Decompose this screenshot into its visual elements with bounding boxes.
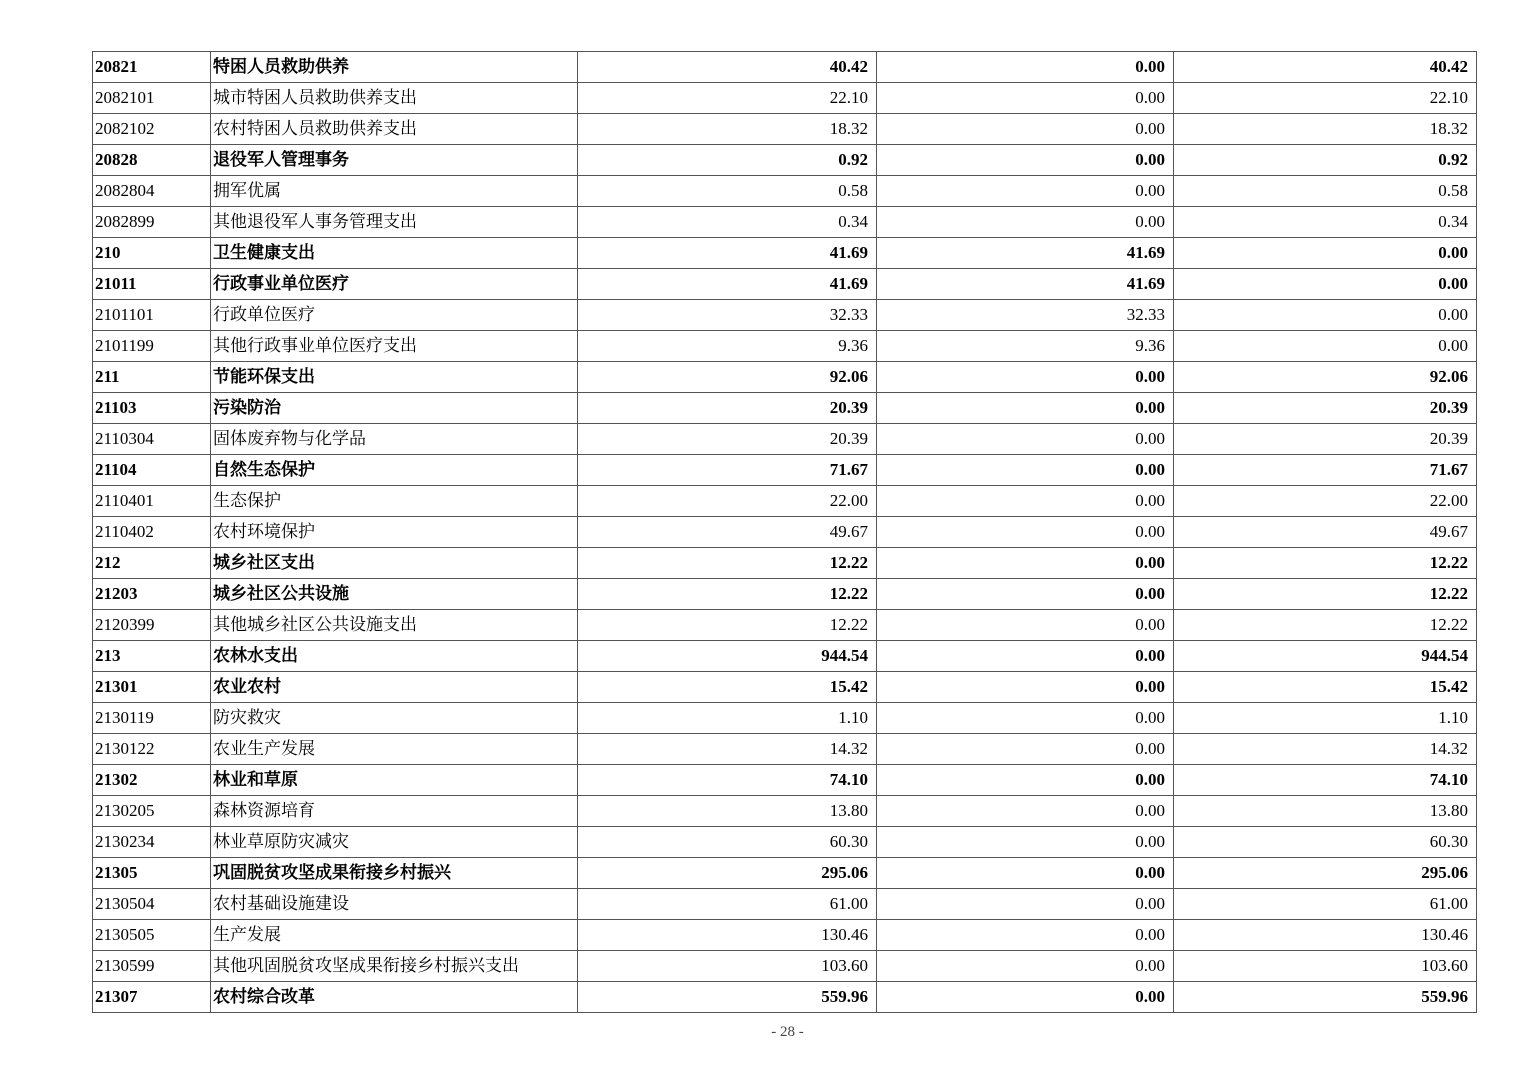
total-amount-cell: 22.10 — [578, 83, 877, 114]
table-row — [93, 641, 1477, 672]
total-amount-cell: 12.22 — [578, 548, 877, 579]
table-row — [93, 796, 1477, 827]
project-expenditure-cell: 40.42 — [1174, 52, 1477, 83]
basic-expenditure-cell: 0.00 — [877, 641, 1174, 672]
subject-code-cell: 212 — [93, 548, 211, 579]
basic-expenditure-cell: 0.00 — [877, 114, 1174, 145]
basic-expenditure-cell: 0.00 — [877, 424, 1174, 455]
subject-name-cell: 卫生健康支出 — [211, 238, 578, 269]
basic-expenditure-cell: 0.00 — [877, 393, 1174, 424]
total-amount-cell: 20.39 — [578, 424, 877, 455]
subject-name-cell: 生态保护 — [211, 486, 578, 517]
subject-code-cell: 21203 — [93, 579, 211, 610]
total-amount-cell: 60.30 — [578, 827, 877, 858]
project-expenditure-cell: 12.22 — [1174, 548, 1477, 579]
project-expenditure-cell: 22.10 — [1174, 83, 1477, 114]
subject-code-cell: 2082102 — [93, 114, 211, 145]
total-amount-cell: 1.10 — [578, 703, 877, 734]
subject-code-cell: 2130599 — [93, 951, 211, 982]
project-expenditure-cell: 20.39 — [1174, 424, 1477, 455]
table-row — [93, 486, 1477, 517]
total-amount-cell: 18.32 — [578, 114, 877, 145]
subject-code-cell: 211 — [93, 362, 211, 393]
subject-code-cell: 2130504 — [93, 889, 211, 920]
total-amount-cell: 40.42 — [578, 52, 877, 83]
subject-name-cell: 农村环境保护 — [211, 517, 578, 548]
project-expenditure-cell: 13.80 — [1174, 796, 1477, 827]
table-row — [93, 579, 1477, 610]
subject-name-cell: 城乡社区支出 — [211, 548, 578, 579]
project-expenditure-cell: 0.00 — [1174, 238, 1477, 269]
subject-name-cell: 城市特困人员救助供养支出 — [211, 83, 578, 114]
basic-expenditure-cell: 0.00 — [877, 548, 1174, 579]
subject-name-cell: 生产发展 — [211, 920, 578, 951]
subject-code-cell: 2130234 — [93, 827, 211, 858]
basic-expenditure-cell: 41.69 — [877, 238, 1174, 269]
table-row — [93, 734, 1477, 765]
total-amount-cell: 130.46 — [578, 920, 877, 951]
basic-expenditure-cell: 0.00 — [877, 889, 1174, 920]
total-amount-cell: 13.80 — [578, 796, 877, 827]
basic-expenditure-cell: 0.00 — [877, 455, 1174, 486]
basic-expenditure-cell: 0.00 — [877, 362, 1174, 393]
project-expenditure-cell: 944.54 — [1174, 641, 1477, 672]
total-amount-cell: 49.67 — [578, 517, 877, 548]
subject-name-cell: 农村特困人员救助供养支出 — [211, 114, 578, 145]
project-expenditure-cell: 20.39 — [1174, 393, 1477, 424]
project-expenditure-cell: 92.06 — [1174, 362, 1477, 393]
table-row — [93, 610, 1477, 641]
subject-code-cell: 20821 — [93, 52, 211, 83]
subject-name-cell: 农村基础设施建设 — [211, 889, 578, 920]
basic-expenditure-cell: 0.00 — [877, 579, 1174, 610]
table-row — [93, 362, 1477, 393]
total-amount-cell: 41.69 — [578, 238, 877, 269]
subject-code-cell: 213 — [93, 641, 211, 672]
basic-expenditure-cell: 0.00 — [877, 672, 1174, 703]
subject-name-cell: 农村综合改革 — [211, 982, 578, 1013]
subject-name-cell: 特困人员救助供养 — [211, 52, 578, 83]
subject-name-cell: 污染防治 — [211, 393, 578, 424]
subject-name-cell: 城乡社区公共设施 — [211, 579, 578, 610]
total-amount-cell: 92.06 — [578, 362, 877, 393]
subject-code-cell: 2082899 — [93, 207, 211, 238]
total-amount-cell: 9.36 — [578, 331, 877, 362]
subject-name-cell: 退役军人管理事务 — [211, 145, 578, 176]
total-amount-cell: 12.22 — [578, 579, 877, 610]
table-row — [93, 238, 1477, 269]
table-row — [93, 145, 1477, 176]
table-row — [93, 207, 1477, 238]
table-row — [93, 517, 1477, 548]
subject-code-cell: 21011 — [93, 269, 211, 300]
subject-name-cell: 节能环保支出 — [211, 362, 578, 393]
total-amount-cell: 15.42 — [578, 672, 877, 703]
subject-code-cell: 2130505 — [93, 920, 211, 951]
project-expenditure-cell: 1.10 — [1174, 703, 1477, 734]
project-expenditure-cell: 103.60 — [1174, 951, 1477, 982]
subject-code-cell: 2110401 — [93, 486, 211, 517]
page-number: - 28 - — [771, 1024, 804, 1040]
basic-expenditure-cell: 0.00 — [877, 176, 1174, 207]
subject-name-cell: 其他退役军人事务管理支出 — [211, 207, 578, 238]
subject-name-cell: 其他行政事业单位医疗支出 — [211, 331, 578, 362]
project-expenditure-cell: 0.92 — [1174, 145, 1477, 176]
basic-expenditure-cell: 0.00 — [877, 486, 1174, 517]
subject-name-cell: 巩固脱贫攻坚成果衔接乡村振兴 — [211, 858, 578, 889]
table-row — [93, 827, 1477, 858]
table-row — [93, 83, 1477, 114]
project-expenditure-cell: 295.06 — [1174, 858, 1477, 889]
subject-name-cell: 林业和草原 — [211, 765, 578, 796]
project-expenditure-cell: 60.30 — [1174, 827, 1477, 858]
total-amount-cell: 0.58 — [578, 176, 877, 207]
project-expenditure-cell: 0.00 — [1174, 300, 1477, 331]
table-row — [93, 703, 1477, 734]
basic-expenditure-cell: 0.00 — [877, 145, 1174, 176]
project-expenditure-cell: 0.34 — [1174, 207, 1477, 238]
table-row — [93, 920, 1477, 951]
total-amount-cell: 14.32 — [578, 734, 877, 765]
subject-code-cell: 21307 — [93, 982, 211, 1013]
subject-name-cell: 拥军优属 — [211, 176, 578, 207]
subject-code-cell: 21301 — [93, 672, 211, 703]
total-amount-cell: 944.54 — [578, 641, 877, 672]
subject-code-cell: 21104 — [93, 455, 211, 486]
table-row — [93, 765, 1477, 796]
basic-expenditure-cell: 0.00 — [877, 703, 1174, 734]
total-amount-cell: 22.00 — [578, 486, 877, 517]
table-row — [93, 393, 1477, 424]
table-row — [93, 951, 1477, 982]
subject-code-cell: 2130205 — [93, 796, 211, 827]
table-row — [93, 982, 1477, 1013]
project-expenditure-cell: 559.96 — [1174, 982, 1477, 1013]
basic-expenditure-cell: 0.00 — [877, 982, 1174, 1013]
subject-name-cell: 固体废弃物与化学品 — [211, 424, 578, 455]
subject-name-cell: 其他城乡社区公共设施支出 — [211, 610, 578, 641]
subject-code-cell: 2082804 — [93, 176, 211, 207]
project-expenditure-cell: 0.00 — [1174, 331, 1477, 362]
subject-code-cell: 2130122 — [93, 734, 211, 765]
table-row — [93, 176, 1477, 207]
subject-name-cell: 林业草原防灾减灾 — [211, 827, 578, 858]
subject-code-cell: 20828 — [93, 145, 211, 176]
basic-expenditure-cell: 0.00 — [877, 83, 1174, 114]
subject-name-cell: 农业农村 — [211, 672, 578, 703]
subject-name-cell: 农林水支出 — [211, 641, 578, 672]
basic-expenditure-cell: 0.00 — [877, 951, 1174, 982]
subject-name-cell: 其他巩固脱贫攻坚成果衔接乡村振兴支出 — [211, 951, 578, 982]
table-row — [93, 269, 1477, 300]
table-row — [93, 52, 1477, 83]
project-expenditure-cell: 22.00 — [1174, 486, 1477, 517]
basic-expenditure-cell: 0.00 — [877, 610, 1174, 641]
basic-expenditure-cell: 0.00 — [877, 517, 1174, 548]
subject-code-cell: 2110402 — [93, 517, 211, 548]
basic-expenditure-cell: 0.00 — [877, 765, 1174, 796]
project-expenditure-cell: 0.00 — [1174, 269, 1477, 300]
subject-code-cell: 2082101 — [93, 83, 211, 114]
subject-code-cell: 21305 — [93, 858, 211, 889]
table-row — [93, 114, 1477, 145]
subject-code-cell: 2101101 — [93, 300, 211, 331]
basic-expenditure-cell: 0.00 — [877, 858, 1174, 889]
table-row — [93, 300, 1477, 331]
total-amount-cell: 41.69 — [578, 269, 877, 300]
total-amount-cell: 74.10 — [578, 765, 877, 796]
subject-name-cell: 行政单位医疗 — [211, 300, 578, 331]
project-expenditure-cell: 130.46 — [1174, 920, 1477, 951]
table-row — [93, 455, 1477, 486]
basic-expenditure-cell: 32.33 — [877, 300, 1174, 331]
total-amount-cell: 12.22 — [578, 610, 877, 641]
total-amount-cell: 32.33 — [578, 300, 877, 331]
table-row — [93, 424, 1477, 455]
table-row — [93, 858, 1477, 889]
subject-code-cell: 2101199 — [93, 331, 211, 362]
subject-code-cell: 210 — [93, 238, 211, 269]
total-amount-cell: 61.00 — [578, 889, 877, 920]
subject-name-cell: 防灾救灾 — [211, 703, 578, 734]
project-expenditure-cell: 14.32 — [1174, 734, 1477, 765]
subject-name-cell: 自然生态保护 — [211, 455, 578, 486]
project-expenditure-cell: 15.42 — [1174, 672, 1477, 703]
subject-name-cell: 农业生产发展 — [211, 734, 578, 765]
budget-expenditure-table — [92, 51, 1477, 1013]
total-amount-cell: 559.96 — [578, 982, 877, 1013]
project-expenditure-cell: 61.00 — [1174, 889, 1477, 920]
total-amount-cell: 20.39 — [578, 393, 877, 424]
project-expenditure-cell: 12.22 — [1174, 610, 1477, 641]
subject-code-cell: 21103 — [93, 393, 211, 424]
subject-code-cell: 2120399 — [93, 610, 211, 641]
project-expenditure-cell: 71.67 — [1174, 455, 1477, 486]
table-row — [93, 889, 1477, 920]
table-row — [93, 672, 1477, 703]
total-amount-cell: 295.06 — [578, 858, 877, 889]
table-row — [93, 548, 1477, 579]
total-amount-cell: 103.60 — [578, 951, 877, 982]
subject-name-cell: 森林资源培育 — [211, 796, 578, 827]
project-expenditure-cell: 74.10 — [1174, 765, 1477, 796]
subject-code-cell: 2110304 — [93, 424, 211, 455]
subject-name-cell: 行政事业单位医疗 — [211, 269, 578, 300]
basic-expenditure-cell: 0.00 — [877, 796, 1174, 827]
total-amount-cell: 0.92 — [578, 145, 877, 176]
basic-expenditure-cell: 9.36 — [877, 331, 1174, 362]
total-amount-cell: 0.34 — [578, 207, 877, 238]
subject-code-cell: 21302 — [93, 765, 211, 796]
project-expenditure-cell: 18.32 — [1174, 114, 1477, 145]
basic-expenditure-cell: 0.00 — [877, 734, 1174, 765]
total-amount-cell: 71.67 — [578, 455, 877, 486]
table-body — [93, 52, 1477, 1013]
table-row — [93, 331, 1477, 362]
basic-expenditure-cell: 41.69 — [877, 269, 1174, 300]
basic-expenditure-cell: 0.00 — [877, 920, 1174, 951]
project-expenditure-cell: 0.58 — [1174, 176, 1477, 207]
project-expenditure-cell: 49.67 — [1174, 517, 1477, 548]
subject-code-cell: 2130119 — [93, 703, 211, 734]
basic-expenditure-cell: 0.00 — [877, 52, 1174, 83]
basic-expenditure-cell: 0.00 — [877, 207, 1174, 238]
project-expenditure-cell: 12.22 — [1174, 579, 1477, 610]
basic-expenditure-cell: 0.00 — [877, 827, 1174, 858]
